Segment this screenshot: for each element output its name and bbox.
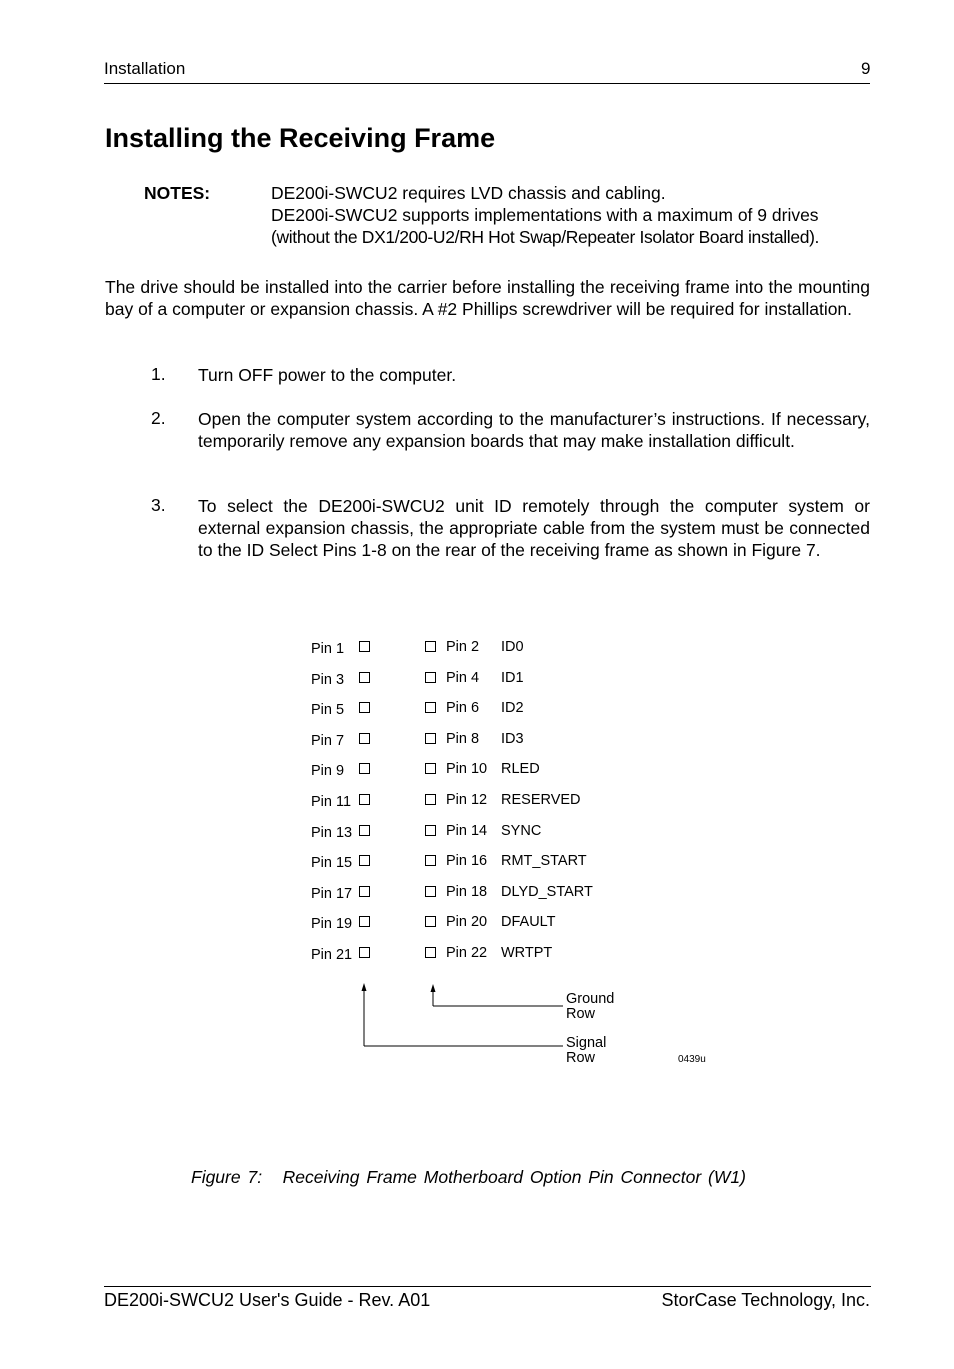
right-pin-label: Pin 14 [446, 823, 488, 839]
footer-rule [104, 1286, 871, 1287]
step-text: Turn OFF power to the computer. [198, 365, 457, 385]
step-number: 1. [151, 364, 166, 384]
pin-signal-name: RLED [501, 761, 540, 777]
ground-row-arrowhead [431, 984, 436, 992]
right-pin-label: Pin 20 [446, 914, 488, 930]
ground-row-label-line: Ground [566, 991, 615, 1007]
footer-company: StorCase Technology, Inc. [661, 1290, 870, 1310]
signal-row-label [566, 1036, 606, 1066]
notes-line: (without the DX1/200-U2/RH Hot Swap/Repeater Isolator Board installed). [271, 227, 820, 247]
left-pin-label: Pin 17 [311, 886, 353, 902]
page-number: 9 [861, 59, 871, 78]
right-pin-label: Pin 22 [446, 945, 488, 961]
pin-signal-name: SYNC [501, 823, 542, 839]
notes-line: DE200i-SWCU2 requires LVD chassis and cabling. [271, 183, 666, 203]
left-pin-label: Pin 15 [311, 855, 353, 871]
step-text: Open the computer system according to the manufacturer’s instructions. If necessary, temporarily remove any expansion boards that may make installation difficult. [198, 409, 870, 451]
right-pin-label: Pin 18 [446, 884, 488, 900]
step-number: 2. [151, 408, 166, 428]
left-pin-label: Pin 9 [311, 763, 345, 779]
pin-signal-name: ID1 [501, 670, 524, 686]
footer-document-title: DE200i-SWCU2 User's Guide - Rev. A01 [104, 1290, 431, 1310]
intro-paragraph: The drive should be installed into the carrier before installing the receiving frame into the mounting bay of a computer or expansion chassis. A #2 Phillips screwdriver will be required for installation. [105, 277, 870, 319]
pin-signal-name: ID0 [501, 639, 524, 655]
pin-signal-name: ID3 [501, 731, 524, 747]
right-pin-label: Pin 4 [446, 670, 480, 686]
left-pin-label: Pin 5 [311, 702, 345, 718]
right-pin-label: Pin 2 [446, 639, 480, 655]
left-pin-label: Pin 7 [311, 733, 345, 749]
pin-signal-name: DFAULT [501, 914, 556, 930]
ground-row-label [566, 992, 614, 1022]
right-pin-label: Pin 10 [446, 761, 488, 777]
right-pin-label: Pin 12 [446, 792, 488, 808]
signal-row-label-line: Signal [566, 1035, 607, 1051]
left-pin-label: Pin 11 [311, 794, 352, 810]
notes-label: NOTES: [144, 183, 211, 203]
left-pin-label: Pin 1 [311, 641, 345, 657]
ground-row-label-line: Row [566, 1006, 596, 1022]
step-number: 3. [151, 495, 166, 515]
left-pin-label: Pin 3 [311, 672, 345, 688]
left-pin-label: Pin 13 [311, 825, 353, 841]
pin-signal-name: WRTPT [501, 945, 553, 961]
page-title: Installing the Receiving Frame [105, 123, 496, 153]
right-pin-label: Pin 6 [446, 700, 480, 716]
left-pin-label: Pin 21 [311, 947, 353, 963]
right-pin-label: Pin 16 [446, 853, 488, 869]
right-pin-label: Pin 8 [446, 731, 480, 747]
pin-signal-name: ID2 [501, 700, 524, 716]
pin-signal-name: DLYD_START [501, 884, 593, 900]
signal-row-label-line: Row [566, 1050, 596, 1066]
figure-caption: Figure 7: Receiving Frame Motherboard Option Pin Connector (W1) [191, 1167, 746, 1187]
running-header: Installation [104, 59, 186, 78]
pin-signal-name: RMT_START [501, 853, 587, 869]
step-text: To select the DE200i-SWCU2 unit ID remotely through the computer system or external expansion chassis, the appropriate cable from the system must be connected to the ID Select Pins 1-8 on the rear of the receiving frame as shown in Figure 7. [198, 496, 870, 560]
pin-signal-name: RESERVED [501, 792, 581, 808]
signal-row-arrowhead [362, 983, 367, 991]
notes-line: DE200i-SWCU2 supports implementations with a maximum of 9 drives [271, 205, 819, 225]
figure-id: 0439u [678, 1054, 706, 1065]
left-pin-label: Pin 19 [311, 916, 353, 932]
